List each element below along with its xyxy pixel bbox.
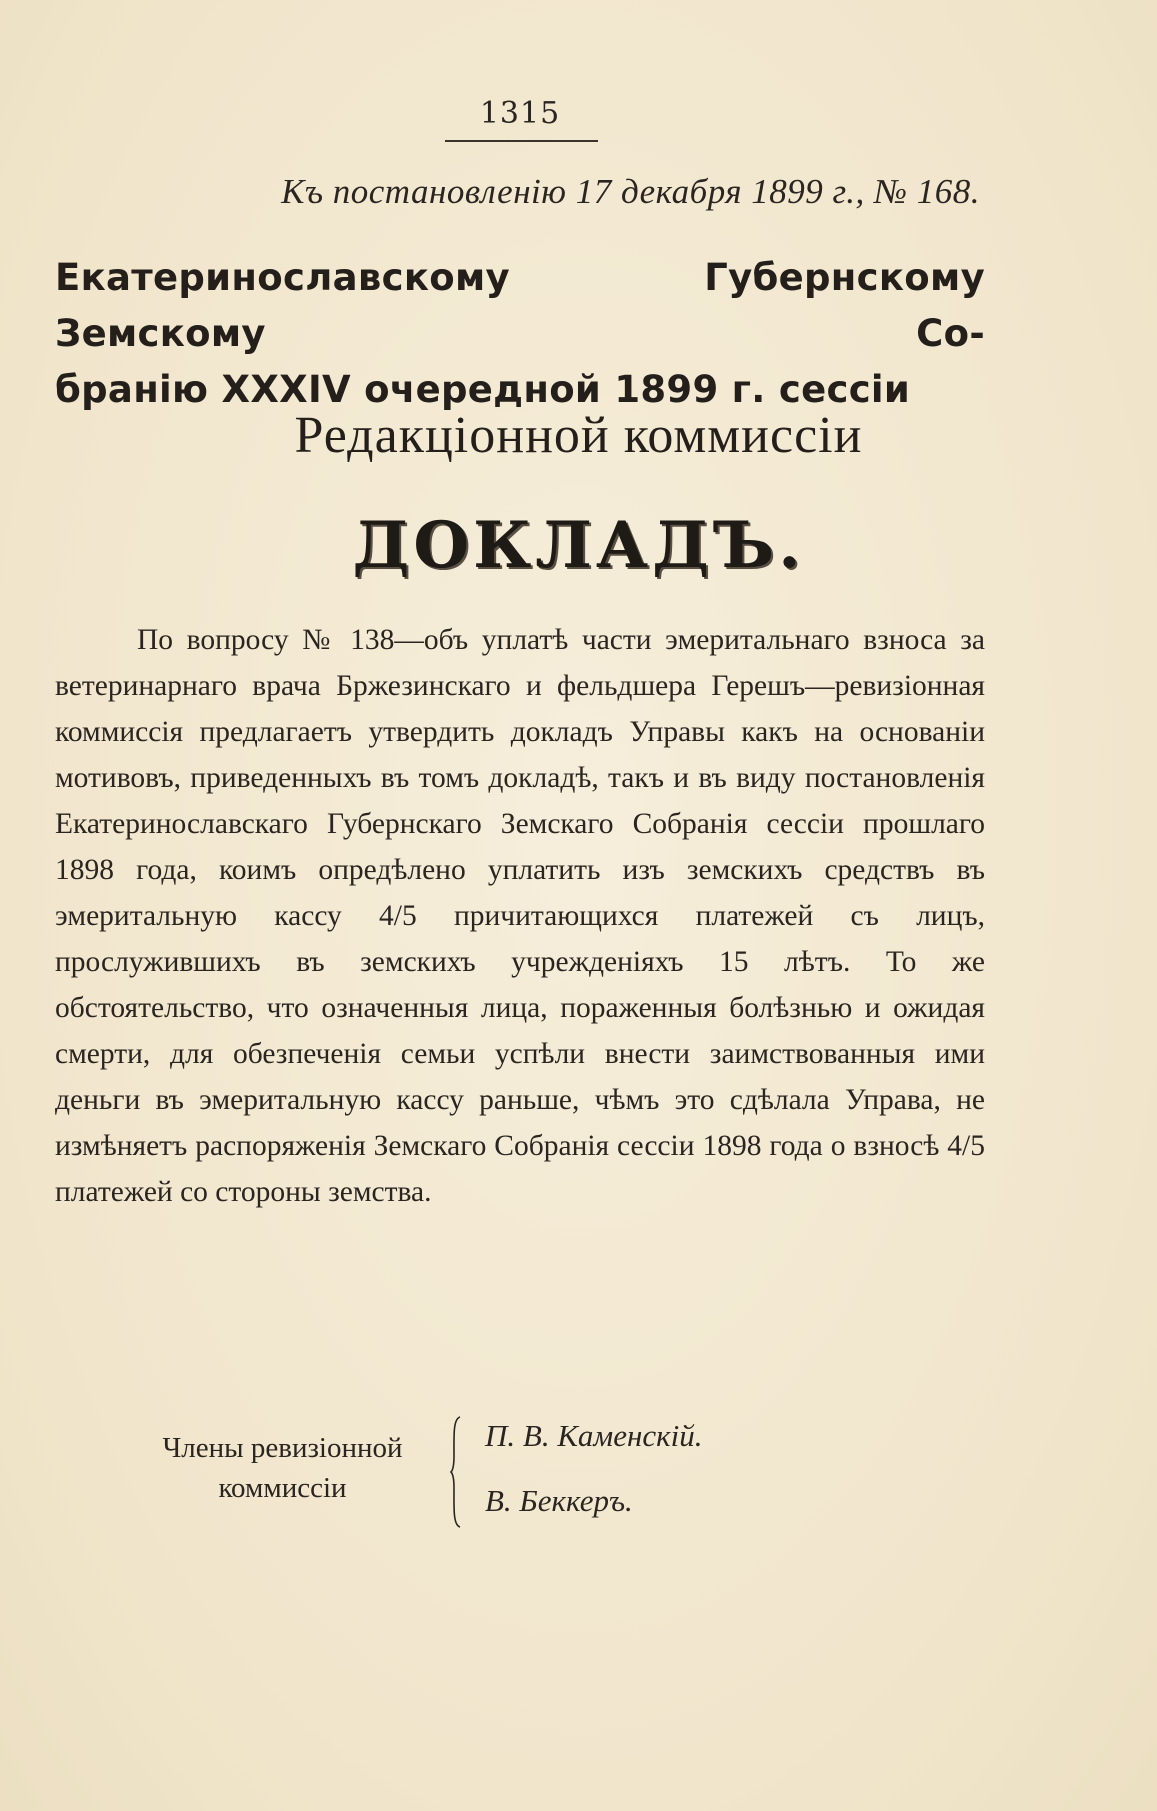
committee-title: Редакціонной коммиссіи — [294, 407, 863, 464]
signature-block — [130, 1408, 1030, 1538]
page-number: 1315 — [479, 96, 561, 131]
report-paragraph: По вопросу № 138—объ уплатѣ части эмеритальнаго взноса за ветеринарнаго врача Бржезинскаго и фельдшера Герешъ—ревизіонная коммиссія предлагаетъ утвердить докладъ Управы какъ на основаніи мотивовъ, приведенныхъ въ томъ докладѣ, такъ и въ виду постановленія Екатеринославскаго Губернскаго Земскаго Собранія сессіи прошлаго 1898 года, коимъ опредѣлено уплатить изъ земскихъ средствъ въ эмеритальную кассу 4/5 причитающихся платежей съ лицъ, прослужившихъ въ земскихъ учрежденіяхъ 15 лѣтъ. То же обстоятельство, что означенныя лица, пораженныя болѣзнью и ожидая смерти, для обезпеченія семьи успѣли внести заимствованныя ими деньги въ эмеритальную кассу раньше, чѣмъ это сдѣлала Управа, не измѣняетъ распоряженія Земскаго Собранія сессіи 1898 года о взносѣ 4/5 платежей со стороны земства. — [55, 624, 985, 1208]
addressee-heading — [55, 250, 985, 418]
resolution-reference: Къ постановленію 17 декабря 1899 г., № 168. — [281, 172, 980, 211]
addressee-line-2: бранію XXXIV очередной 1899 г. сессіи — [55, 368, 911, 411]
report-body — [55, 617, 985, 1215]
page-number-rule — [445, 140, 598, 142]
signer-kamensky: П. В. Каменскій. — [485, 1418, 703, 1453]
signature-label — [130, 1428, 435, 1508]
report-heading: ДОКЛАДЪ. — [352, 508, 805, 583]
signature-label-line-2: коммиссіи — [218, 1472, 347, 1504]
addressee-line-1: Екатеринославскому Губернскому Земскому Со- — [55, 256, 985, 355]
signature-brace-icon — [450, 1416, 462, 1528]
signature-label-line-1: Члены ревизіонной — [162, 1432, 403, 1464]
signer-bekker: В. Беккеръ. — [485, 1483, 633, 1518]
